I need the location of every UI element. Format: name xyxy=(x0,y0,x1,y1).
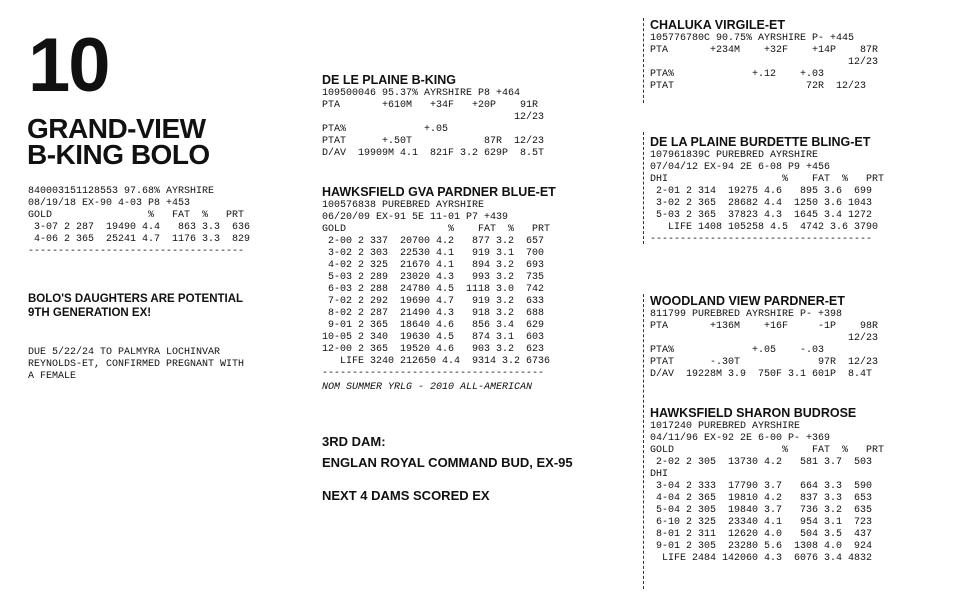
woodland-pta: PTA +136M +16F -1P 98R xyxy=(650,321,879,332)
table-row: 3-02 2 365 28682 4.4 1250 3.6 1043 xyxy=(650,198,873,209)
table-row: 2-02 2 305 13730 4.2 581 3.7 503 xyxy=(650,457,873,468)
sharon-birth: 04/11/96 EX-92 2E 6-00 P- +369 xyxy=(650,433,831,444)
third-dam-label: 3RD DAM: xyxy=(322,434,386,449)
chaluka-block xyxy=(650,18,878,93)
sire-pta: PTA +610M +34F +20P 91R xyxy=(322,100,539,111)
column-divider xyxy=(643,132,644,244)
burdette-table-header: DHI % FAT % PRT xyxy=(650,174,885,185)
dam-reg: 100576838 PUREBRED AYRSHIRE xyxy=(322,200,485,211)
table-row: 5-03 2 289 23020 4.3 993 3.2 735 xyxy=(322,272,545,283)
sire-pta-pct: PTA% +.05 xyxy=(322,124,449,135)
chaluka-pta-date: 12/23 xyxy=(650,57,879,68)
dam-award: NOM SUMMER YRLG - 2010 ALL-AMERICAN xyxy=(322,382,533,393)
woodland-dav: D/AV 19228M 3.9 750F 3.1 601P 8.4T xyxy=(650,369,873,380)
table-row: 5-03 2 365 37823 4.3 1645 3.4 1272 xyxy=(650,210,873,221)
bull-name-line2: B-KING BOLO xyxy=(27,139,210,170)
sharon-table-header: GOLD % FAT % PRT xyxy=(650,445,885,456)
table-row: 4-04 2 365 19810 4.2 837 3.3 653 xyxy=(650,493,873,504)
divider: ------------------------------------- xyxy=(322,368,545,379)
daughters-note xyxy=(28,292,243,320)
woodland-pta-pct: PTA% +.05 -.03 xyxy=(650,345,825,356)
daughters-note-line: 9TH GENERATION EX! xyxy=(28,307,152,319)
due-note xyxy=(28,347,244,383)
table-row: 12-00 2 365 19520 4.6 903 3.2 623 xyxy=(322,344,545,355)
burdette-reg: 107961839C PUREBRED AYRSHIRE xyxy=(650,150,819,161)
table-row: 8-02 2 287 21490 4.3 918 3.2 688 xyxy=(322,308,545,319)
due-note-line: A FEMALE xyxy=(28,371,77,382)
table-row: 9-01 2 305 23280 5.6 1308 4.0 924 xyxy=(650,541,873,552)
woodland-pta-date: 12/23 xyxy=(650,333,879,344)
table-row: 7-02 2 292 19690 4.7 919 3.2 633 xyxy=(322,296,545,307)
dam-table-header: GOLD % FAT % PRT xyxy=(322,224,551,235)
woodland-name: WOODLAND VIEW PARDNER-ET xyxy=(650,294,845,308)
table-row: 5-04 2 305 19840 3.7 736 3.2 635 xyxy=(650,505,873,516)
divider: ------------------------------------- xyxy=(650,234,873,245)
bull-table-header: GOLD % FAT % PRT xyxy=(28,210,245,221)
bull-record xyxy=(28,186,250,258)
bull-birth: 08/19/18 EX-90 4-03 P8 +453 xyxy=(28,198,191,209)
due-note-line: REYNOLDS-ET, CONFIRMED PREGNANT WITH xyxy=(28,359,245,370)
column-divider xyxy=(643,294,644,589)
table-row: 8-01 2 311 12620 4.0 504 3.5 437 xyxy=(650,529,873,540)
third-dam-name: ENGLAN ROYAL COMMAND BUD, EX-95 xyxy=(322,455,573,470)
next-dams-note: NEXT 4 DAMS SCORED EX xyxy=(322,488,490,503)
burdette-name: DE LA PLAINE BURDETTE BLING-ET xyxy=(650,135,871,149)
table-row: 10-05 2 340 19630 4.5 874 3.1 603 xyxy=(322,332,545,343)
table-row: 6-10 2 325 23340 4.1 954 3.1 723 xyxy=(650,517,873,528)
lot-number: 10 xyxy=(28,23,109,108)
table-row: 2-01 2 314 19275 4.6 895 3.6 699 xyxy=(650,186,873,197)
bull-name-line1: GRAND-VIEW xyxy=(27,113,206,144)
column-divider xyxy=(643,18,644,103)
dam-block xyxy=(322,185,556,394)
woodland-ptat: PTAT -.30T 97R 12/23 xyxy=(650,357,879,368)
table-row: 2-00 2 337 20700 4.2 877 3.2 657 xyxy=(322,236,545,247)
woodland-reg: 811799 PUREBRED AYRSHIRE P- +398 xyxy=(650,309,843,320)
chaluka-ptat: PTAT 72R 12/23 xyxy=(650,81,867,92)
table-row-life: LIFE 2484 142060 4.3 6076 3.4 4832 xyxy=(650,553,873,564)
table-row: 3-04 2 333 17790 3.7 664 3.3 590 xyxy=(650,481,873,492)
sire-dav: D/AV 19909M 4.1 821F 3.2 629P 8.5T xyxy=(322,148,545,159)
burdette-birth: 07/04/12 EX-94 2E 6-08 P9 +456 xyxy=(650,162,831,173)
sharon-reg: 1017240 PUREBRED AYRSHIRE xyxy=(650,421,801,432)
table-row-life: LIFE 1408 105258 4.5 4742 3.6 3790 xyxy=(650,222,879,233)
sire-name: DE LE PLAINE B-KING xyxy=(322,73,457,87)
table-row: 4-06 2 365 25241 4.7 1176 3.3 829 xyxy=(28,234,251,245)
bull-reg: 840003151128553 97.68% AYRSHIRE xyxy=(28,186,215,197)
bull-name xyxy=(27,113,210,170)
sire-reg: 109500046 95.37% AYRSHIRE P8 +464 xyxy=(322,88,521,99)
chaluka-pta: PTA +234M +32F +14P 87R xyxy=(650,45,879,56)
table-row: 6-03 2 288 24780 4.5 1118 3.0 742 xyxy=(322,284,545,295)
burdette-block xyxy=(650,135,884,246)
due-note-line: DUE 5/22/24 TO PALMYRA LOCHINVAR xyxy=(28,347,221,358)
table-row: 4-02 2 325 21670 4.1 894 3.2 693 xyxy=(322,260,545,271)
table-row: 3-07 2 287 19490 4.4 863 3.3 636 xyxy=(28,222,251,233)
sire-ptat: PTAT +.50T 87R 12/23 xyxy=(322,136,545,147)
dam-name: HAWKSFIELD GVA PARDNER BLUE-ET xyxy=(322,185,556,199)
sharon-block xyxy=(650,406,884,565)
table-row: 9-01 2 365 18640 4.6 856 3.4 629 xyxy=(322,320,545,331)
chaluka-name: CHALUKA VIRGILE-ET xyxy=(650,18,785,32)
chaluka-reg: 105776780C 90.75% AYRSHIRE P- +445 xyxy=(650,33,855,44)
dam-birth: 06/20/09 EX-91 5E 11-01 P7 +439 xyxy=(322,212,509,223)
sharon-name: HAWKSFIELD SHARON BUDROSE xyxy=(650,406,857,420)
table-row: 3-02 2 303 22530 4.1 919 3.1 700 xyxy=(322,248,545,259)
daughters-note-line: BOLO'S DAUGHTERS ARE POTENTIAL xyxy=(28,293,244,305)
sharon-dhi-label: DHI xyxy=(650,469,669,480)
table-row-life: LIFE 3240 212650 4.4 9314 3.2 6736 xyxy=(322,356,551,367)
chaluka-pta-pct: PTA% +.12 +.03 xyxy=(650,69,825,80)
sire-pta-date: 12/23 xyxy=(322,112,545,123)
woodland-block xyxy=(650,294,878,381)
sire-block xyxy=(322,73,544,160)
divider: ------------------------------------ xyxy=(28,246,245,257)
